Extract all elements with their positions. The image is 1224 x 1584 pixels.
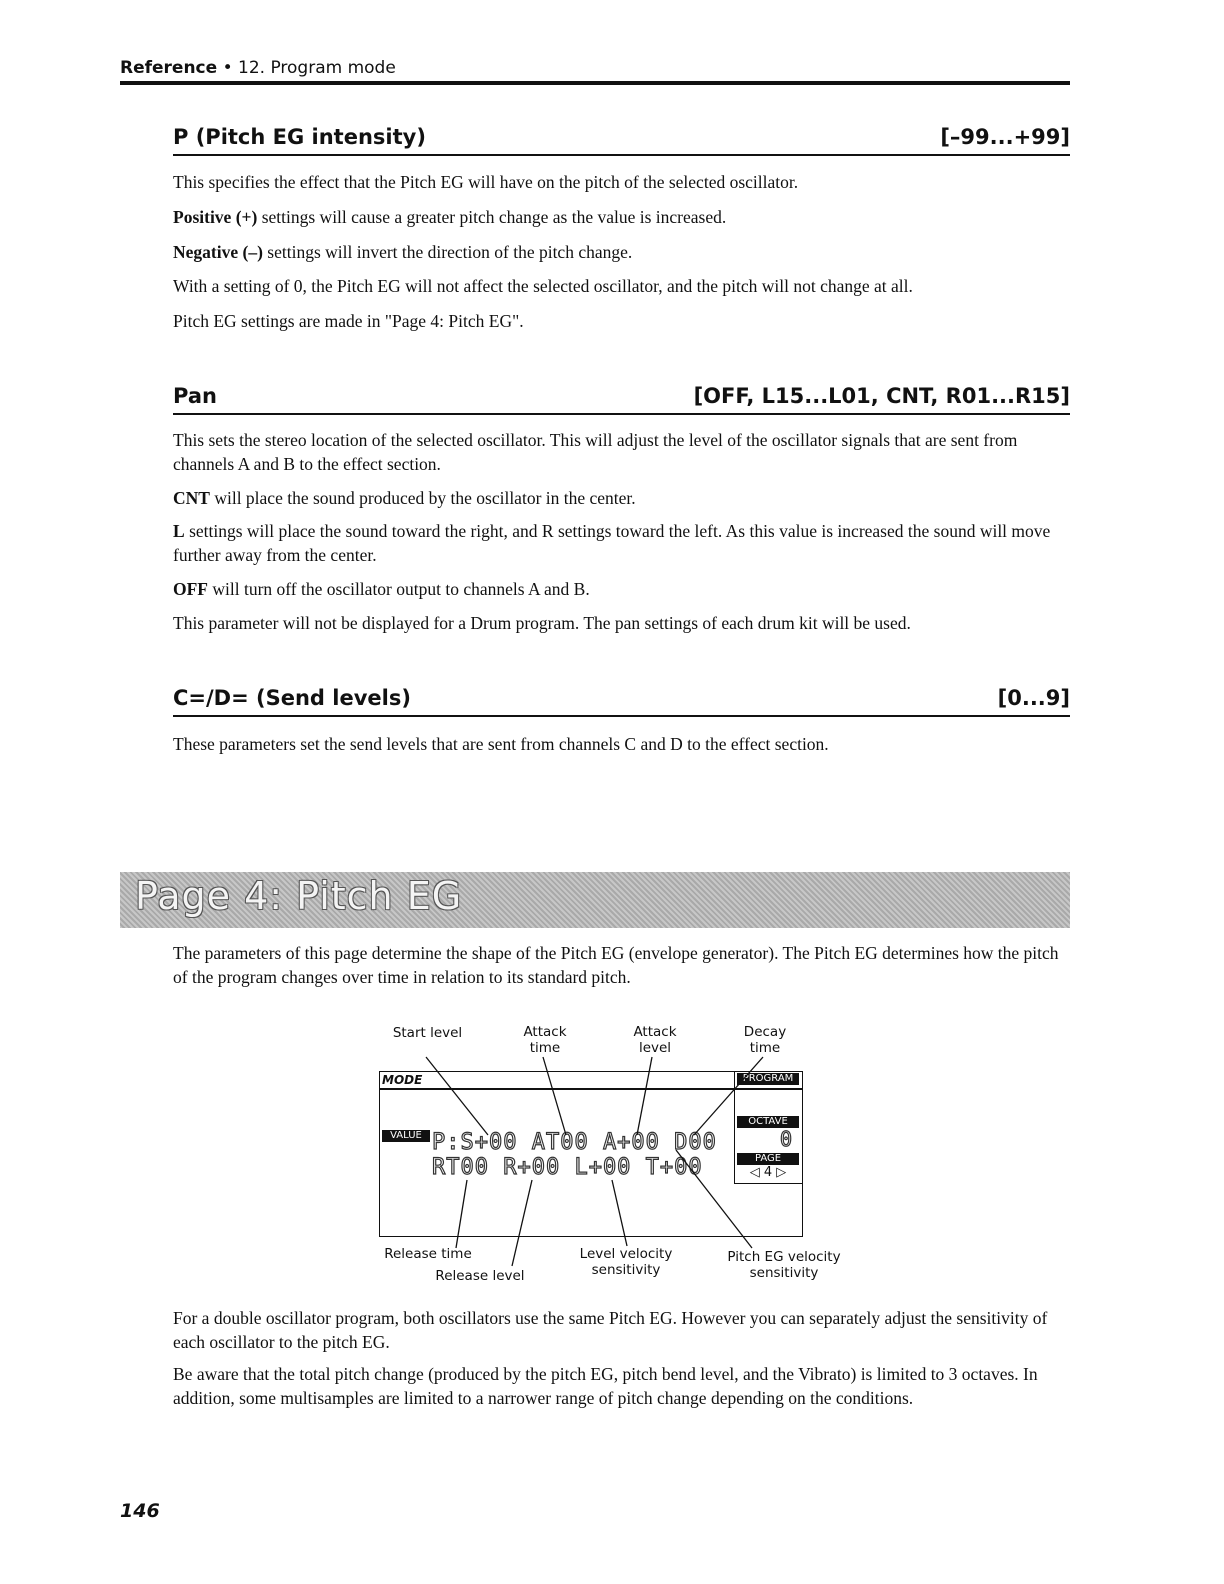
label-attack-level: Attack level — [633, 1024, 677, 1056]
paragraph: This specifies the effect that the Pitch EG will have on the pitch of the selected oscillator. — [173, 172, 799, 192]
paragraph: This parameter will not be displayed for a Drum program. The pan settings of each drum kit will be used. — [173, 613, 911, 633]
callout-pitch-eg-velocity — [676, 1150, 752, 1248]
callout-release-level — [512, 1180, 532, 1266]
page-next-icon: ▷ — [776, 1165, 787, 1180]
paragraph: This sets the stereo location of the selected oscillator. This will adjust the level of the oscillator signals that are sent from channels A and B to the effect section. — [173, 430, 1018, 474]
section-title-pitch-eg-intensity: P (Pitch EG intensity) — [173, 125, 426, 149]
callout-start-level — [426, 1057, 488, 1135]
paragraph: Negative (–) settings will invert the direction of the pitch change. — [173, 242, 633, 262]
label-attack-time: Attack time — [523, 1024, 567, 1056]
program-tag: PROGRAM — [737, 1073, 799, 1085]
paragraph: These parameters set the send levels that are sent from channels C and D to the effect section. — [173, 734, 829, 754]
callout-release-time — [456, 1180, 467, 1248]
label-decay-time: Decay time — [743, 1024, 787, 1056]
callout-attack-time — [543, 1057, 566, 1135]
label-release-time: Release time — [384, 1246, 472, 1262]
paragraph: OFF will turn off the oscillator output to channels A and B. — [173, 579, 590, 599]
page-prev-icon: ◁ — [749, 1165, 760, 1180]
lcd-line-1: P:S+00 AT00 A+00 D00 — [432, 1130, 717, 1155]
octave-tag: OCTAVE — [737, 1116, 799, 1128]
paragraph: CNT will place the sound produced by the oscillator in the center. — [173, 488, 636, 508]
closing-paragraph: For a double oscillator program, both oscillators use the same Pitch EG. However you can separately adjust the sensitivity of each oscillator to the pitch EG. — [173, 1308, 1048, 1352]
section-range-pan: [OFF, L15...L01, CNT, R01...R15] — [693, 384, 1070, 408]
lcd-line-2: RT00 R+00 L+00 T+00 — [432, 1155, 703, 1180]
section-range-send-levels: [0...9] — [997, 686, 1070, 710]
lcd-mode-label: MODE — [382, 1073, 423, 1087]
label-level-velocity-sensitivity: Level velocity sensitivity — [579, 1246, 673, 1278]
label-release-level: Release level — [435, 1268, 525, 1284]
callout-level-velocity — [612, 1180, 627, 1246]
callout-attack-level — [637, 1057, 652, 1135]
octave-value: 0 — [780, 1127, 794, 1151]
paragraph: With a setting of 0, the Pitch EG will not affect the selected oscillator, and the pitch will not change at all. — [173, 276, 913, 296]
paragraph: Positive (+) settings will cause a greater pitch change as the value is increased. — [173, 207, 727, 227]
callout-decay-time — [694, 1057, 763, 1135]
header-bullet: • — [222, 58, 233, 78]
intro-paragraph: The parameters of this page determine the shape of the Pitch EG (envelope generator). The Pitch EG determines how the pitch of the program changes over time in relation to its standard pitch. — [173, 943, 1059, 987]
page-number: 146 — [120, 1500, 160, 1522]
header-section: Reference — [120, 58, 218, 78]
closing-paragraph: Be aware that the total pitch change (produced by the pitch EG, pitch bend level, and the Vibrato) is limited to 3 octaves. In addition, some multisamples are limited to a narrower range of pitch change depending on the conditions. — [173, 1364, 1038, 1408]
label-start-level: Start level — [392, 1025, 463, 1041]
section-range-pitch-eg-intensity: [–99...+99] — [940, 125, 1070, 149]
paragraph: L settings will place the sound toward the right, and R settings toward the left. As this value is increased the sound will move further away from the center. — [173, 521, 1051, 565]
page-value: 4 — [763, 1165, 773, 1180]
section-title-pan: Pan — [173, 384, 217, 408]
header-chapter: 12. Program mode — [238, 58, 396, 78]
value-tag: VALUE — [382, 1130, 430, 1142]
section-title-send-levels: C=/D= (Send levels) — [173, 686, 411, 710]
paragraph: Pitch EG settings are made in "Page 4: Pitch EG". — [173, 311, 524, 331]
page-banner-title: Page 4: Pitch EG — [135, 874, 463, 918]
page-tag: PAGE — [737, 1153, 799, 1165]
label-pitch-eg-velocity-sensitivity: Pitch EG velocity sensitivity — [727, 1249, 841, 1281]
